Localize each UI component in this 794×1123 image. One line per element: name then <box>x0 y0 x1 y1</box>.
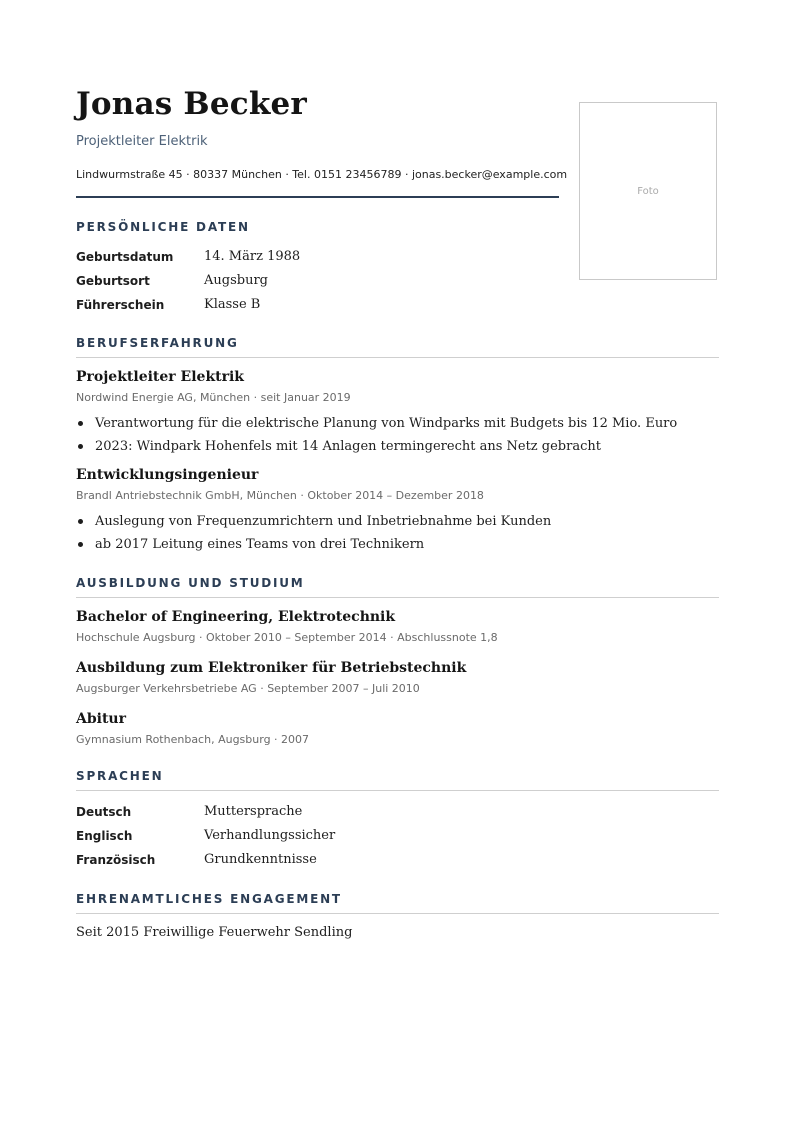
section-education <box>76 576 719 746</box>
section-languages <box>76 769 719 869</box>
personal-key: Führerschein <box>76 298 165 312</box>
education-entry <box>76 609 719 644</box>
bullet-item: Verantwortung für die elektrische Planung von Windparks mit Budgets bis 12 Mio. Euro <box>76 412 719 435</box>
cv-page <box>76 0 719 940</box>
language-level: Grundkenntnisse <box>204 852 317 867</box>
personal-key: Geburtsort <box>76 274 150 288</box>
bullet-item: Auslegung von Frequenzumrichtern und Inbetriebnahme bei Kunden <box>76 510 719 533</box>
bullet-item: 2023: Windpark Hohenfels mit 14 Anlagen termingerecht ans Netz gebracht <box>76 435 719 458</box>
section-heading: BERUFSERFAHRUNG <box>76 336 239 350</box>
education-entry <box>76 660 719 695</box>
language-level: Muttersprache <box>204 804 303 819</box>
entry-meta: Hochschule Augsburg · Oktober 2010 – September 2014 · Abschlussnote 1,8 <box>76 631 498 644</box>
bullet-item: ab 2017 Leitung eines Teams von drei Technikern <box>76 533 719 556</box>
entry-meta: Brandl Antriebstechnik GmbH, München · Oktober 2014 – Dezember 2018 <box>76 489 484 502</box>
entry-meta: Nordwind Energie AG, München · seit Januar 2019 <box>76 391 351 404</box>
header-divider <box>76 196 559 198</box>
entry-title: Entwicklungsingenieur <box>76 467 259 483</box>
entry-title: Bachelor of Engineering, Elektrotechnik <box>76 609 396 625</box>
photo-label: Foto <box>637 185 659 197</box>
photo-placeholder <box>579 102 717 280</box>
section-divider <box>76 597 719 598</box>
personal-key: Geburtsdatum <box>76 250 174 264</box>
section-volunteering <box>76 892 719 940</box>
section-divider <box>76 790 719 791</box>
language-list <box>76 803 719 869</box>
section-heading: AUSBILDUNG UND STUDIUM <box>76 576 305 590</box>
language-name: Französisch <box>76 853 156 867</box>
job-entry <box>76 369 719 458</box>
entry-title: Ausbildung zum Elektroniker für Betriebstechnik <box>76 660 467 676</box>
entry-title: Projektleiter Elektrik <box>76 369 245 385</box>
cv-header <box>76 0 719 199</box>
contact-line: Lindwurmstraße 45 · 80337 München · Tel. 0151 23456789 · jonas.becker@example.com <box>76 168 568 181</box>
entry-meta: Gymnasium Rothenbach, Augsburg · 2007 <box>76 733 310 746</box>
language-name: Englisch <box>76 829 133 843</box>
education-entry <box>76 711 719 746</box>
bullet-list <box>76 412 719 458</box>
language-level: Verhandlungssicher <box>204 828 336 843</box>
language-name: Deutsch <box>76 805 132 819</box>
section-heading: SPRACHEN <box>76 769 164 783</box>
job-title: Projektleiter Elektrik <box>76 134 208 149</box>
personal-value: 14. März 1988 <box>204 249 301 264</box>
section-divider <box>76 913 719 914</box>
section-experience <box>76 336 719 556</box>
personal-value: Augsburg <box>204 273 268 288</box>
personal-value: Klasse B <box>204 297 261 312</box>
section-heading: PERSÖNLICHE DATEN <box>76 220 250 234</box>
bullet-list <box>76 510 719 556</box>
entry-title: Abitur <box>76 711 126 727</box>
section-divider <box>76 357 719 358</box>
entry-meta: Augsburger Verkehrsbetriebe AG · September 2007 – Juli 2010 <box>76 682 420 695</box>
job-entry <box>76 467 719 556</box>
section-heading: EHRENAMTLICHES ENGAGEMENT <box>76 892 342 906</box>
volunteering-text: Seit 2015 Freiwillige Feuerwehr Sendling <box>76 925 353 940</box>
applicant-name: Jonas Becker <box>76 86 307 122</box>
